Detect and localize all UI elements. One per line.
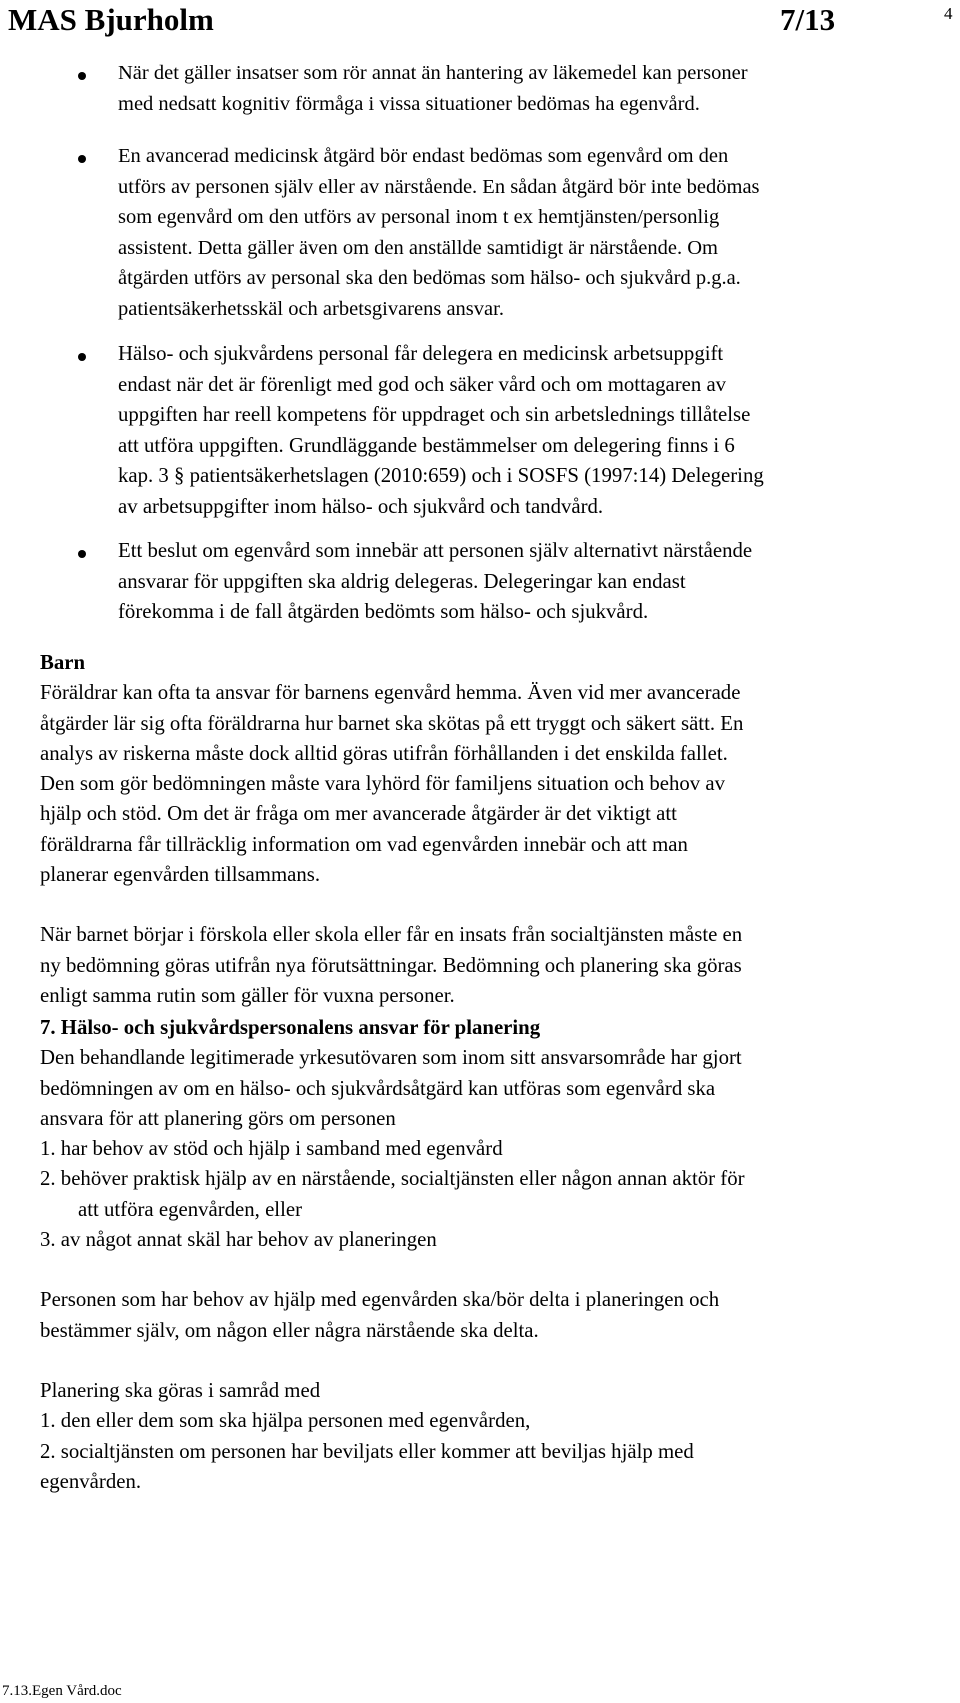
text-line: Den behandlande legitimerade yrkesutövaren som inom sitt ansvarsområde har gjort: [40, 1046, 742, 1070]
text-line: När det gäller insatser som rör annat än hantering av läkemedel kan personer: [118, 62, 748, 84]
list-item: 2. behöver praktisk hjälp av en närstående, socialtjänsten eller någon annan aktör för: [40, 1167, 745, 1191]
text-line: egenvården.: [40, 1469, 142, 1493]
bullet-text: [118, 339, 764, 522]
section-number: 7/13: [780, 2, 836, 37]
text-line: bedömningen av om en hälso- och sjukvårdsåtgärd kan utföras som egenvård ska: [40, 1076, 716, 1100]
text-line: planerar egenvården tillsammans.: [40, 863, 321, 887]
text-line: Den som gör bedömningen måste vara lyhörd för familjens situation och behov av: [40, 772, 725, 796]
text-line: åtgärden utförs av personal ska den bedömas som hälso- och sjukvård p.g.a.: [118, 267, 741, 289]
paragraph: [40, 1043, 930, 1134]
section-heading: 7. Hälso- och sjukvårdspersonalens ansvar för planering: [40, 1016, 541, 1039]
list-item: 2. socialtjänsten om personen har beviljats eller kommer att beviljas hjälp med: [40, 1439, 694, 1463]
paragraph: [40, 678, 930, 890]
paragraph: [40, 1285, 930, 1346]
bullet-dot: [78, 353, 86, 361]
bullet-dot: [78, 550, 86, 558]
text-line: uppgiften har reell kompetens för uppdraget och sin arbetslednings tillåtelse: [118, 403, 751, 426]
section-heading: Barn: [40, 651, 86, 674]
list-item: 3. av något annat skäl har behov av planeringen: [40, 1228, 437, 1252]
text-line: Ett beslut om egenvård som innebär att personen själv alternativt närstående: [118, 539, 753, 562]
document-title: MAS Bjurholm: [8, 2, 214, 37]
text-line: ny bedömning göras utifrån nya förutsättningar. Bedömning och planering ska göras: [40, 953, 742, 977]
text-line: bestämmer själv, om någon eller några närstående ska delta.: [40, 1318, 539, 1342]
text-line: enligt samma rutin som gäller för vuxna personer.: [40, 983, 455, 1007]
list-item-continuation: att utföra egenvården, eller: [78, 1197, 303, 1221]
text-line: med nedsatt kognitiv förmåga i vissa situationer bedömas ha egenvård.: [118, 92, 700, 115]
text-line: att utföra uppgiften. Grundläggande bestämmelser om delegering finns i 6: [118, 433, 735, 457]
text-line: utförs av personen själv eller av närstående. En sådan åtgärd bör inte bedömas: [118, 175, 760, 198]
text-line: ansvarar för uppgiften ska aldrig delegeras. Delegeringar kan endast: [118, 569, 686, 593]
text-line: endast när det är förenligt med god och säker vård och om mottagaren av: [118, 372, 727, 396]
text-line: som egenvård om den utförs av personal inom t ex hemtjänsten/personlig: [118, 206, 720, 228]
numbered-list: [40, 1134, 930, 1255]
text-line: Föräldrar kan ofta ta ansvar för barnens egenvård hemma. Även vid mer avancerade: [40, 681, 741, 705]
text-line: assistent. Detta gäller även om den anställde samtidigt är närstående. Om: [118, 236, 719, 259]
text-line: analys av riskerna måste dock alltid göras utifrån förhållanden i det enskilda fallet.: [40, 741, 728, 765]
text-line: av arbetsuppgifter inom hälso- och sjukvård och tandvård.: [118, 494, 604, 518]
bullet-text: [118, 141, 760, 324]
text-line: kap. 3 § patientsäkerhetslagen (2010:659) och i SOSFS (1997:14) Delegering: [118, 464, 764, 487]
text-line: föräldrarna får tillräcklig information om vad egenvården innebär och att man: [40, 832, 688, 856]
text-line: förekomma i de fall åtgärden bedömts som hälso- och sjukvård.: [118, 600, 649, 623]
text-line: När barnet börjar i förskola eller skola eller får en insats från socialtjänsten måste en: [40, 923, 743, 947]
bullet-text: [118, 58, 748, 119]
list-item: 1. den eller dem som ska hjälpa personen med egenvården,: [40, 1409, 531, 1433]
list-item: 1. har behov av stöd och hjälp i samband med egenvård: [40, 1137, 503, 1161]
paragraph: [40, 1376, 930, 1497]
footer-filename: 7.13.Egen Vård.doc: [2, 1683, 122, 1699]
bullet-dot: [78, 155, 86, 163]
section-7: [40, 1013, 930, 1497]
text-line: åtgärder lär sig ofta föräldrarna hur barnet ska skötas på ett tryggt och säkert sätt. En: [40, 711, 744, 735]
text-line: Planering ska göras i samråd med: [40, 1378, 321, 1402]
text-line: patientsäkerhetsskäl och arbetsgivarens ansvar.: [118, 297, 504, 320]
bullet-dot: [78, 72, 86, 80]
page-number: 4: [944, 4, 953, 23]
text-line: hjälp och stöd. Om det är fråga om mer avancerade åtgärder är det viktigt att: [40, 802, 677, 826]
text-line: ansvara för att planering görs om personen: [40, 1106, 396, 1130]
text-line: Hälso- och sjukvårdens personal får delegera en medicinsk arbetsuppgift: [118, 342, 724, 365]
text-line: En avancerad medicinsk åtgärd bör endast bedömas som egenvård om den: [118, 145, 729, 167]
bullet-text: [118, 536, 752, 628]
text-line: Personen som har behov av hjälp med egenvården ska/bör delta i planeringen och: [40, 1288, 720, 1312]
paragraph: [40, 920, 930, 1011]
barn-section: [40, 648, 930, 1011]
